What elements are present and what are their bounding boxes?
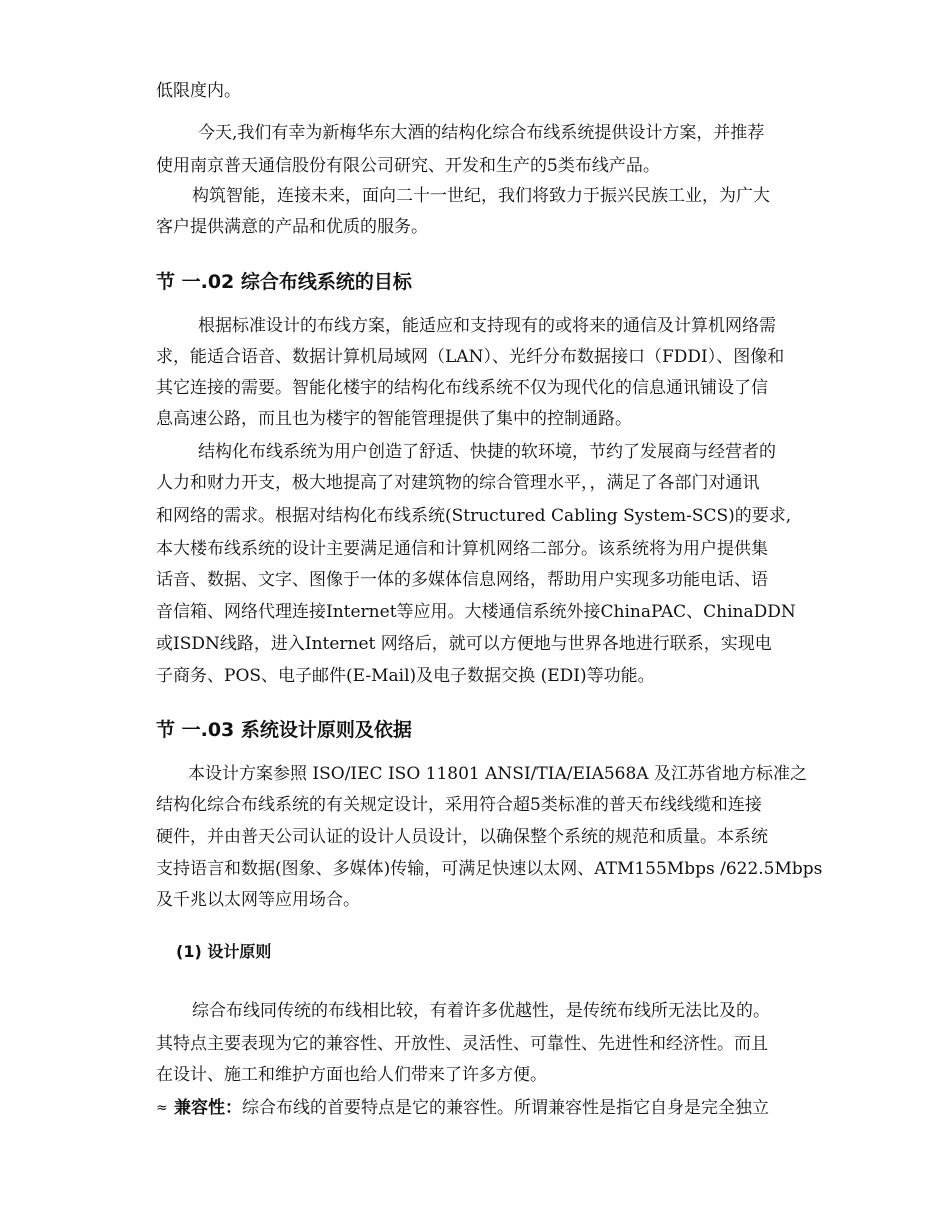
paragraph-line: 客户提供满意的产品和优质的服务。 — [156, 217, 428, 237]
paragraph-line: 构筑智能，连接未来，面向二十一世纪，我们将致力于振兴民族工业，为广大 — [192, 186, 770, 206]
paragraph-line: 硬件，并由普天公司认证的设计人员设计，以确保整个系统的规范和质量。本系统 — [156, 827, 768, 847]
paragraph-line: 音信箱、网络代理连接Internet等应用。大楼通信系统外接ChinaPAC、ChinaDDN — [156, 602, 796, 622]
paragraph-line: 结构化布线系统为用户创造了舒适、快捷的软环境，节约了发展商与经营者的 — [198, 442, 776, 462]
paragraph-line: 使用南京普天通信股份有限公司研究、开发和生产的5类布线产品。 — [156, 156, 660, 176]
paragraph-line: 和网络的需求。根据对结构化布线系统(Structured Cabling System-SCS)的要求, — [156, 506, 792, 526]
paragraph-line: 或ISDN线路，进入Internet 网络后，就可以方便地与世界各地进行联系，实现电 — [156, 634, 772, 654]
section-heading-03: 节 一.03 系统设计原则及依据 — [156, 719, 412, 741]
paragraph-line: 息高速公路，而且也为楼宇的智能管理提供了集中的控制通路。 — [156, 409, 632, 429]
paragraph-line: 其它连接的需要。智能化楼宇的结构化布线系统不仅为现代化的信息通讯铺设了信 — [156, 378, 768, 398]
paragraph-line: 今天,我们有幸为新梅华东大酒的结构化综合布线系统提供设计方案，并推荐 — [198, 123, 765, 143]
paragraph-line: 人力和财力开支，极大地提高了对建筑物的综合管理水平，，满足了各部门对通讯 — [156, 473, 760, 493]
paragraph-line: 结构化综合布线系统的有关规定设计，采用符合超5类标准的普天布线线缆和连接 — [156, 795, 762, 815]
paragraph-line: 根据标准设计的布线方案，能适应和支持现有的或将来的通信及计算机网络需 — [198, 316, 776, 336]
feature-text: 综合布线的首要特点是它的兼容性。所谓兼容性是指它自身是完全独立 — [242, 1098, 769, 1118]
wave-bullet-icon: ≈ — [156, 1100, 168, 1116]
paragraph-line: 及千兆以太网等应用场合。 — [156, 890, 360, 910]
section-heading-02: 节 一.02 综合布线系统的目标 — [156, 271, 412, 293]
subheading-design-principles: (1) 设计原则 — [176, 942, 272, 961]
paragraph-line: 本大楼布线系统的设计主要满足通信和计算机网络二部分。该系统将为用户提供集 — [156, 539, 768, 559]
paragraph-line: 综合布线同传统的布线相比较，有着许多优越性，是传统布线所无法比及的。 — [192, 1001, 770, 1021]
feature-item-compatibility — [156, 1098, 769, 1118]
paragraph-line: 在设计、施工和维护方面也给人们带来了许多方便。 — [156, 1065, 547, 1085]
paragraph-line: 话音、数据、文字、图像于一体的多媒体信息网络，帮助用户实现多功能电话、语 — [156, 570, 768, 590]
paragraph-line: 本设计方案参照 ISO/IEC ISO 11801 ANSI/TIA/EIA568A 及江苏省地方标准之 — [188, 764, 807, 784]
paragraph-line: 其特点主要表现为它的兼容性、开放性、灵活性、可靠性、先进性和经济性。而且 — [156, 1034, 768, 1054]
paragraph-line: 求，能适合语音、数据计算机局域网（LAN）、光纤分布数据接口（FDDI）、图像和 — [156, 347, 785, 367]
feature-term: 兼容性： — [174, 1098, 242, 1118]
paragraph-line: 子商务、POS、电子邮件(E-Mail)及电子数据交换 (EDI)等功能。 — [156, 666, 655, 686]
paragraph-line: 支持语言和数据(图象、多媒体)传输，可满足快速以太网、ATM155Mbps /622.5Mbps — [156, 859, 823, 879]
paragraph-line: 低限度内。 — [156, 81, 241, 101]
